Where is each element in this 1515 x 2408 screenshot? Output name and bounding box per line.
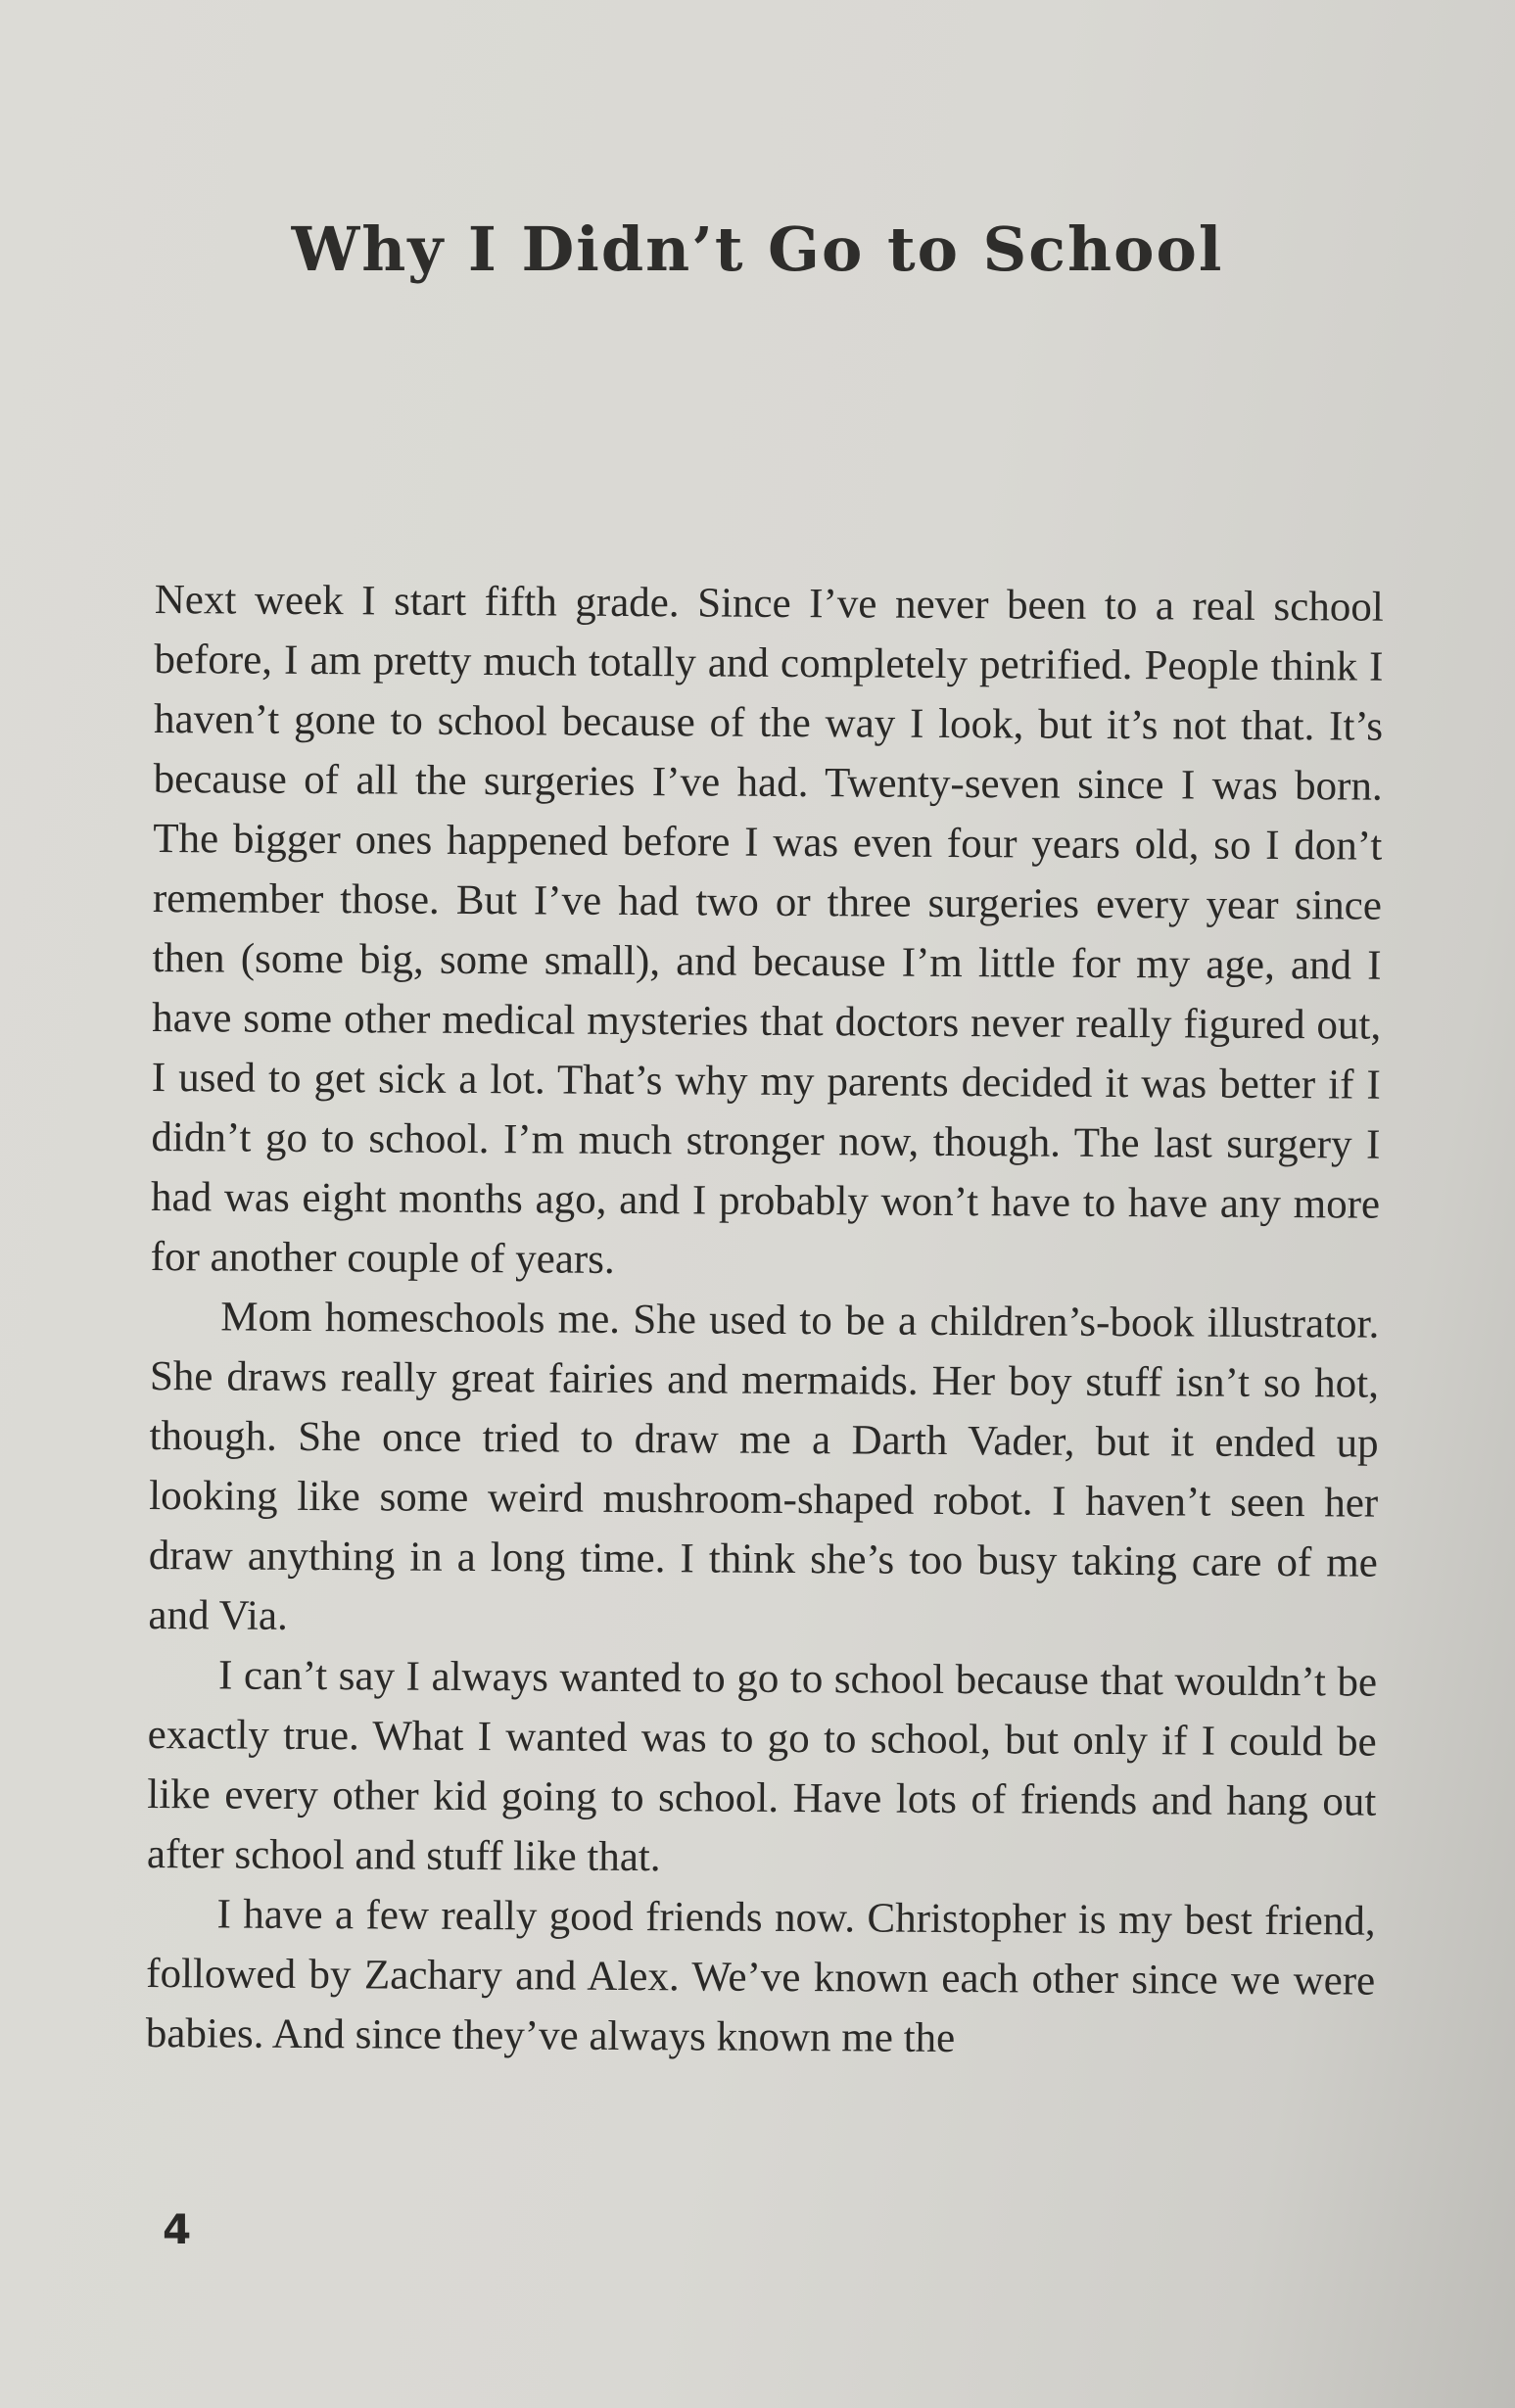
paragraph-4: I have a few really good friends now. Christopher is my best friend, followed by Zachary and Alex. We’ve known each other since we were babies. And since they’ve always known me the [145,1891,1376,2062]
paragraph-1: Next week I start fifth grade. Since I’ve never been to a real school before, I am pretty much totally and completely petrified. People think I haven’t gone to school because of the way I look, but it’s not that. It’s because of all the surgeries I’ve had. Twenty-seven since I was born. The bigger ones happened before I was even four years old, so I don’t remember those. But I’ve had two or three surgeries every year since then (some big, some small), and because I’m little for my age, and I have some other medical mysteries that doctors never really figured out, I used to get sick a lot. That’s why my parents decided it was better if I didn’t go to school. I’m much stronger now, though. The last surgery I had was eight months ago, and I probably won’t have to have any more for another couple of years. [150,576,1384,1283]
page-number: 4 [163,2205,192,2253]
chapter-title: Why I Didn’t Go to School [291,213,1224,285]
paragraph-3: I can’t say I always wanted to go to school because that wouldn’t be exactly true. What I wanted was to go to school, but only if I could be like every other kid going to school. Have lots of friends and hang out after school and stuff like that. [146,1652,1378,1881]
body-text [146,570,1384,2071]
paragraph-2: Mom homeschools me. She used to be a children’s-book illustrator. She draws really great fairies and mermaids. Her boy stuff isn’t so hot, though. She once tried to draw me a Darth Vader, but it ended up looking like some weird mushroom-shaped robot. I haven’t seen her draw anything in a long time. I think she’s too busy taking care of me and Via. [148,1294,1380,1639]
